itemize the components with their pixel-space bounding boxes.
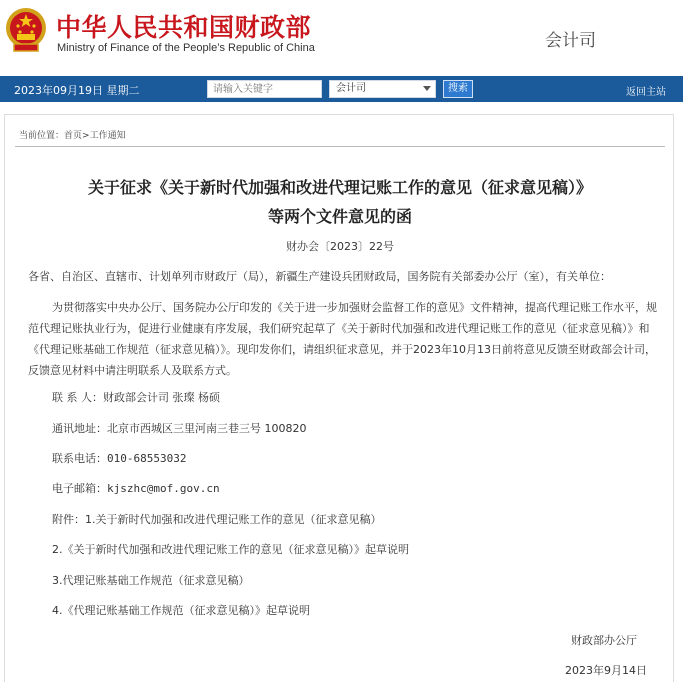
breadcrumb-separator: >: [82, 131, 90, 141]
divider: [15, 146, 665, 147]
article-title-line2: 等两个文件意见的函: [267, 207, 412, 226]
current-date: 2023年09月19日 星期二: [14, 84, 140, 97]
phone-label: 联系电话：: [52, 452, 107, 465]
attachment-item: 4.《代理记账基础工作规范（征求意见稿）》起草说明: [52, 604, 310, 617]
department-name: 会计司: [545, 31, 596, 51]
sign-date: 2023年9月14日: [565, 664, 647, 677]
body-line: 范代理记账执业行为，促进行业健康有序发展，我们研究起草了《关于新时代加强和改进代理记账工作的意见（征求意见稿）》和: [28, 322, 650, 335]
site-header: [0, 0, 683, 72]
breadcrumb-home-link[interactable]: 首页: [64, 131, 83, 141]
body-line: 为贯彻落实中央办公厅、国务院办公厅印发的《关于进一步加强财会监督工作的意见》文件精神，提高代理记账工作水平，规: [52, 301, 657, 314]
channel-select-value: 会计司: [336, 83, 366, 94]
site-title-english: Ministry of Finance of the People’s Republic of China: [57, 42, 315, 54]
breadcrumb: [19, 128, 126, 141]
contact-phone: [52, 450, 186, 466]
search-button[interactable]: 搜索: [443, 80, 473, 98]
contact-person: 联 系 人：财政部会计司 张璨 杨硕: [52, 391, 220, 404]
national-emblem-icon[interactable]: [4, 6, 48, 54]
body-line: 《代理记账基础工作规范（征求意见稿）》。现印发你们，请组织征求意见，并于2023年10月13日前将意见反馈至财政部会计司，: [28, 343, 656, 356]
chevron-down-icon: [423, 86, 431, 91]
search-input[interactable]: [207, 80, 322, 98]
article-title-line1: 关于征求《关于新时代加强和改进代理记账工作的意见（征求意见稿）》: [87, 178, 592, 197]
phone-number: 010-68553032: [107, 452, 187, 465]
channel-select[interactable]: [329, 80, 436, 98]
site-title[interactable]: 中华人民共和国财政部: [56, 13, 312, 42]
attachment-item: 附件：1.关于新时代加强和改进代理记账工作的意见（征求意见稿）: [52, 513, 382, 526]
return-home-link[interactable]: 返回主站: [626, 87, 666, 98]
recipients: 各省、自治区、直辖市、计划单列市财政厅（局），新疆生产建设兵团财政局，国务院有关部委办公厅（室），有关单位：: [28, 270, 611, 283]
attachment-item: 2.《关于新时代加强和改进代理记账工作的意见（征求意见稿）》起草说明: [52, 543, 409, 556]
email-address: kjszhc@mof.gov.cn: [107, 482, 220, 495]
body-line: 反馈意见材料中请注明联系人及联系方式。: [28, 364, 237, 377]
content-frame: [4, 114, 674, 682]
signature: 财政部办公厅: [571, 634, 637, 647]
breadcrumb-current-link[interactable]: 工作通知: [89, 131, 126, 141]
document-number: 财办会〔2023〕22号: [286, 240, 394, 253]
email-label: 电子邮箱：: [52, 482, 107, 495]
mailing-address: 通讯地址：北京市西城区三里河南三巷三号 100820: [52, 422, 307, 435]
attachment-item: 3.代理记账基础工作规范（征求意见稿）: [52, 574, 250, 587]
contact-email: [52, 480, 220, 496]
nav-bar: [0, 76, 683, 102]
breadcrumb-prefix: 当前位置：: [19, 131, 65, 141]
